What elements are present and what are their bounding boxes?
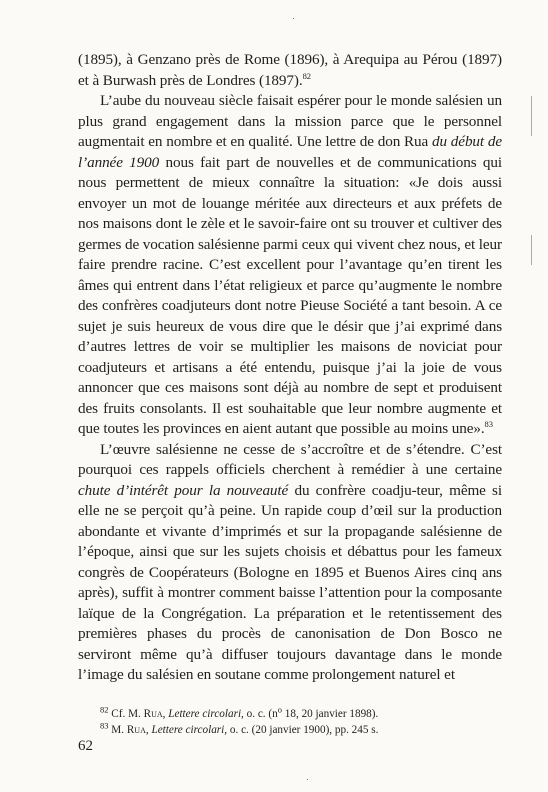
- scan-edge: [531, 235, 532, 265]
- paragraph: (1895), à Genzano près de Rome (1896), à Arequipa au Pérou (1897) et à Burwash près de Londres (1897).$^{82}$: [78, 51, 502, 89]
- footnotes: [78, 703, 502, 738]
- paragraph: L’œuvre salésienne ne cesse de s’accroître et de s’étendre. C’est pourquoi ces rappels officiels cherchent à remédier à une certaine chute d’intérêt pour la nouveauté du confrère coadju-teur, même si elle ne se perçoit qu’à peine. Un rapide coup d’œil sur la production abondante et vivante d’imprimés et sur la propagande salésienne de l’époque, ainsi que sur les sujets choisis et débattus pour les fameux congrès de Coopérateurs (Bologne en 1895 et Buenos Aires cinq ans après), suffit à montrer comment baisse l’attention pour la composante laïque de la Congrégation. La préparation et le retentissement des premières phases du procès de canonisation de Don Bosco ne serviront même qu’à diffuser toujours davantage dans le monde l’image du salésien en soutane comme prolongement naturel et: [78, 440, 502, 683]
- scan-speck: [307, 779, 308, 780]
- scan-speck: [293, 18, 294, 19]
- footnote: $^{82}$ Cf. M. Rua, Lettere circolari, o. c. ($n^o$ 18, 20 janvier 1898).: [100, 703, 379, 720]
- page-number: 62: [78, 738, 93, 754]
- scan-edge: [531, 96, 532, 136]
- main-text: [78, 50, 502, 686]
- footnote: $^{83}$ M. Rua, Lettere circolari, o. c. (20 janvier 1900), pp. 245 s.: [100, 719, 379, 736]
- page-body: [78, 50, 502, 738]
- paragraph: L’aube du nouveau siècle faisait espérer pour le monde salésien un plus grand engagement dans la mission parce que le personnel augmentait en nombre et en qualité. Une lettre de don Rua du début de l’année 1900 nous fait part de nouvelles et de communications qui nous permettent de mieux connaître la situation: «Je dois aussi envoyer un mot de louange méritée aux directeurs et aux préfets de nos maisons dont le zèle et le savoir-faire ont su trouver et cultiver des germes de vocation salésienne parmi ceux qui vivent chez nous, et leur faire prendre racine. C’est excellent pour l’avantage qu’en tirent les âmes qui entrent dans l’état religieux et parce qu’augmente le nombre des confrères coadjuteurs dont notre Pieuse Société a tant besoin. A ce sujet je suis heureux de vous dire que le désir que j’ai exprimé dans d’autres lettres de voir se multiplier les maisons de noviciat pour coadjuteurs et artisans a été entendu, puisque j’ai la joie de vous annoncer que ces maisons sont déjà au nombre de sept et produisent des fruits consolants. Il est souhaitable que leur nombre augmente et que toutes les provinces en aient autant que possible au moins une».$^{83}$: [78, 92, 503, 437]
